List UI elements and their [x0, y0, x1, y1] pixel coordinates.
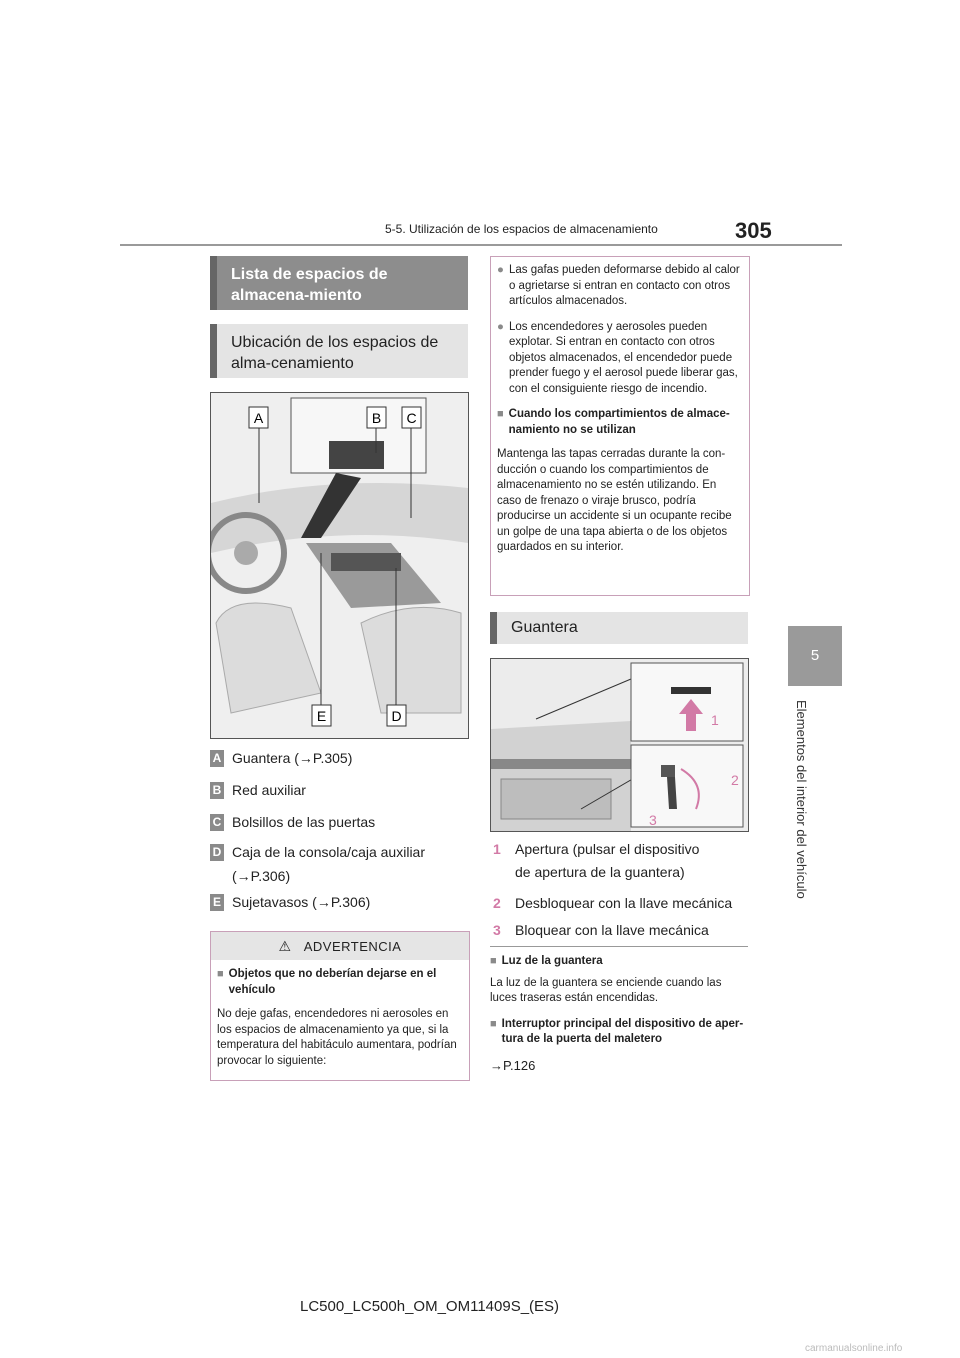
warning-triangle-icon: ⚠: [278, 938, 292, 954]
note-title-row: [490, 1017, 748, 1048]
footer-model: LC500_LC500h_OM_OM11409S_(ES): [300, 1298, 560, 1315]
heading-storage-location: Ubicación de los espacios de alma-cenamiento: [210, 324, 468, 378]
step-text: Apertura (pulsar el dispositivo de apertura de la guantera): [515, 841, 700, 880]
figure-label-b: B: [371, 410, 382, 426]
glovebox-steps: [493, 838, 749, 942]
warning-box: [210, 931, 470, 1081]
step-item: [493, 919, 749, 942]
section-title: 5-5. Utilización de los espacios de almacenamiento: [385, 222, 658, 236]
legend-item: [210, 894, 468, 926]
figure-label-c: C: [406, 410, 417, 426]
step-text: Bloquear con la llave mecánica: [515, 922, 709, 938]
storage-legend: [210, 750, 468, 926]
warning-body: No deje gafas, encendedores ni aerosoles en los espacios de almacenamiento ya que, si la temperatura del habitáculo aumentara, podrían provocar lo siguiente:: [217, 1008, 457, 1067]
chapter-title: Elementos del interior del vehículo: [794, 700, 809, 899]
square-bullet-icon: ■: [490, 1017, 497, 1030]
header-rule: [120, 244, 842, 246]
warning-bullet-text: Los encendedores y aerosoles pueden explotar. Si entran en contacto con otros objetos almacenados, el encendedor puede prender fuego y el aerosol puede liberar gas, con el consiguiente riesgo de incendio.: [508, 320, 738, 395]
figure-label-e: E: [316, 708, 327, 724]
heading-glovebox: Guantera: [490, 612, 748, 644]
warning-body-2: Mantenga las tapas cerradas durante la con-ducción o cuando los compartimientos de almacenamiento no se estén utilizando. En caso de frenazo o viraje brusco, podría producirse un accidente si un ocupante recibe un golpe de una tapa abierta o de los objetos guardados en su interior.: [497, 448, 732, 553]
page-number: 305: [735, 218, 772, 243]
glovebox-figure: [490, 658, 749, 832]
legend-text: Caja de la consola/caja auxiliar (→P.306): [232, 844, 425, 884]
legend-text: Red auxiliar: [232, 782, 306, 798]
square-bullet-icon: ■: [497, 408, 504, 420]
warning-bullet: [497, 320, 743, 398]
figure-step-2: 2: [731, 772, 739, 788]
note-title-row: [490, 954, 748, 970]
legend-text: Bolsillos de las puertas: [232, 814, 376, 830]
step-text: Desbloquear con la llave mecánica: [515, 895, 733, 911]
warning-box-continued: [490, 256, 750, 596]
step-item: [493, 892, 749, 915]
dot-bullet-icon: ●: [497, 264, 504, 276]
dot-bullet-icon: ●: [497, 320, 504, 333]
heading-storage-list: Lista de espacios de almacena-miento: [210, 256, 468, 310]
note-title: Luz de la guantera: [501, 955, 603, 967]
warning-subhead: Objetos que no deberían dejarse en el vehículo: [228, 968, 437, 996]
note-body-link[interactable]: →P.126: [490, 1057, 536, 1073]
warning-subhead-row: [497, 407, 743, 438]
legend-item: [210, 750, 468, 782]
figure-step-3: 3: [649, 812, 657, 828]
legend-badge: D: [210, 844, 224, 861]
warning-header: [211, 932, 469, 960]
warning-title: ADVERTENCIA: [303, 939, 402, 954]
glovebox-illustration: [491, 659, 748, 831]
legend-item: [210, 782, 468, 814]
legend-text: Guantera (→P.305): [232, 750, 353, 766]
legend-badge: E: [210, 894, 224, 911]
legend-text: Sujetavasos (→P.306): [232, 894, 371, 910]
square-bullet-icon: ■: [217, 968, 224, 980]
note-body: La luz de la guantera se enciende cuando las luces traseras están encendidas.: [490, 976, 722, 1004]
interior-figure: [210, 392, 469, 739]
step-number: 3: [493, 922, 501, 938]
chapter-tab: 5: [788, 626, 842, 686]
legend-badge: C: [210, 814, 224, 831]
figure-label-d: D: [391, 708, 402, 724]
notes: [490, 954, 748, 1073]
warning-subhead-2: Cuando los compartimientos de almace-namiento no se utilizan: [508, 408, 730, 436]
figure-label-a: A: [253, 410, 264, 426]
notes-divider: [490, 946, 748, 947]
figure-step-1: 1: [711, 712, 719, 728]
legend-item: [210, 840, 468, 892]
square-bullet-icon: ■: [490, 955, 497, 967]
step-number: 2: [493, 895, 501, 911]
warning-bullet-text: Las gafas pueden deformarse debido al calor o agrietarse si entran en contacto con otros artículos almacenados.: [508, 264, 740, 307]
legend-badge: B: [210, 782, 224, 799]
step-item: [493, 838, 749, 884]
note-title: Interruptor principal del dispositivo de aper-tura de la puerta del maletero: [501, 1017, 744, 1045]
legend-badge: A: [210, 750, 224, 767]
watermark: carmanualsonline.info: [805, 1343, 903, 1354]
warning-subhead-row: [217, 967, 463, 998]
step-number: 1: [493, 841, 501, 857]
interior-illustration: [211, 393, 468, 738]
warning-bullet: [497, 263, 743, 310]
